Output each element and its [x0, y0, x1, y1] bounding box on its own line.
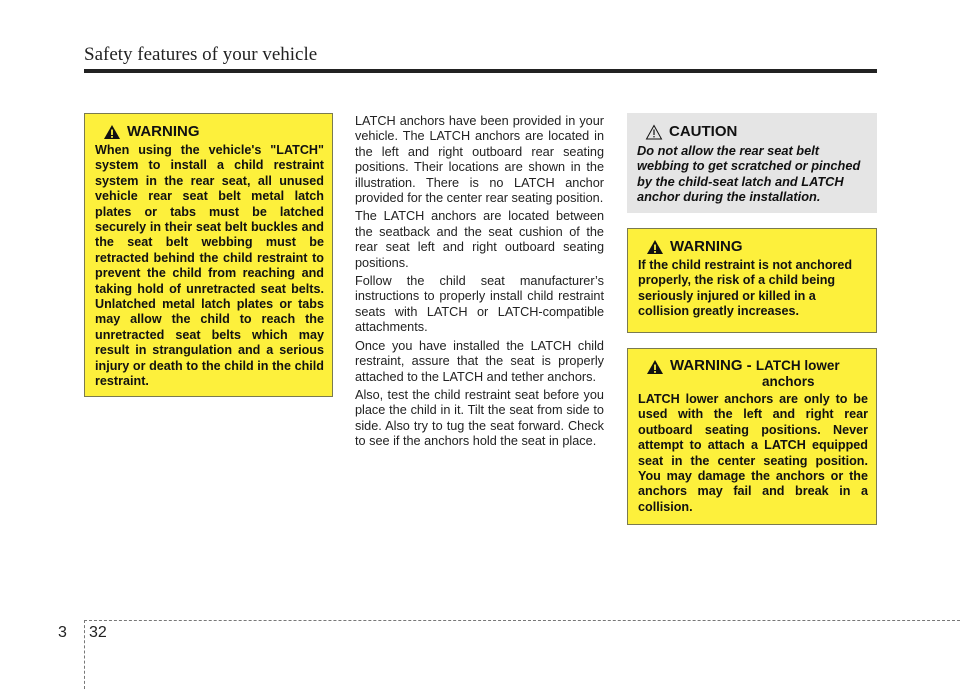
warning-title — [638, 358, 868, 390]
page-header-title: Safety features of your vehicle — [84, 44, 318, 65]
caution-box — [627, 113, 877, 213]
warning-title-text: WARNING — [127, 123, 200, 140]
warning-subtitle-line2: anchors — [762, 374, 815, 389]
warning-subtitle-line1: LATCH lower — [755, 358, 840, 373]
paragraph-5: Also, test the child restraint seat before you place the child in it. Tilt the seat from side to side. Also try to tug the seat forward. Check to see if the anchors hold the seat in place. — [355, 387, 604, 449]
caution-title-text: CAUTION — [669, 123, 738, 140]
warning-body: When using the vehicle's "LATCH" system to install a child restraint system in the rear seat, all unused vehicle rear seat belt metal latch plates or tabs must be latched securely in their seat belt buckles and the seat belt webbing must be retracted behind the child restraint to prevent the child from reaching and taking hold of unretracted seat belts. Unlatched metal latch plates or tabs may allow the child to reach the unretracted seat belts which may result in strangulation and a serious injury or death to the child in the child restraint. — [95, 143, 324, 389]
paragraph-2: The LATCH anchors are located between the seatback and the seat cushion of the rear seat left and right outboard seating positions. — [355, 209, 604, 270]
caution-triangle-icon — [645, 124, 663, 140]
latch-description-column — [355, 114, 604, 453]
footer-rule-vertical — [84, 620, 85, 689]
warning-triangle-icon — [646, 359, 664, 375]
warning-triangle-icon — [646, 239, 664, 255]
paragraph-3: Follow the child seat manufacturer’s instructions to properly install child restraint seats with LATCH or LATCH-compatible attachments. — [355, 274, 604, 335]
warning-box-latch-belts — [84, 113, 333, 397]
chapter-number: 3 — [58, 624, 67, 641]
warning-box-anchoring — [627, 228, 877, 333]
warning-title — [95, 123, 324, 140]
warning-box-latch-lower-anchors — [627, 348, 877, 525]
warning-title — [638, 238, 868, 255]
caution-title — [637, 123, 869, 140]
warning-body: LATCH lower anchors are only to be used with the left and right rear outboard seating positions. Never attempt to attach a LATCH equipped seat in the center seating position. You may damage the anchors or the anchors may fail and break in a collision. — [638, 392, 868, 514]
footer-rule-horizontal — [84, 620, 960, 621]
warning-triangle-icon — [103, 124, 121, 140]
warning-body: If the child restraint is not anchored properly, the risk of a child being seriously injured or killed in a collision greatly increases. — [638, 258, 853, 319]
paragraph-4: Once you have installed the LATCH child restraint, assure that the seat is properly attached to the LATCH and tether anchors. — [355, 338, 604, 384]
page-number: 32 — [89, 624, 107, 641]
header-rule — [84, 69, 877, 73]
caution-body: Do not allow the rear seat belt webbing to get scratched or pinched by the child-seat latch and LATCH anchor during the installation. — [637, 143, 861, 205]
warning-title-text: WARNING — [670, 238, 743, 255]
warning-title-text: WARNING - — [670, 357, 752, 374]
paragraph-1: LATCH anchors have been provided in your vehicle. The LATCH anchors are located in the left and right outboard rear seating positions. Their locations are shown in the illustration. There is no LATCH anchor provided for the center rear seating position. — [355, 114, 604, 206]
